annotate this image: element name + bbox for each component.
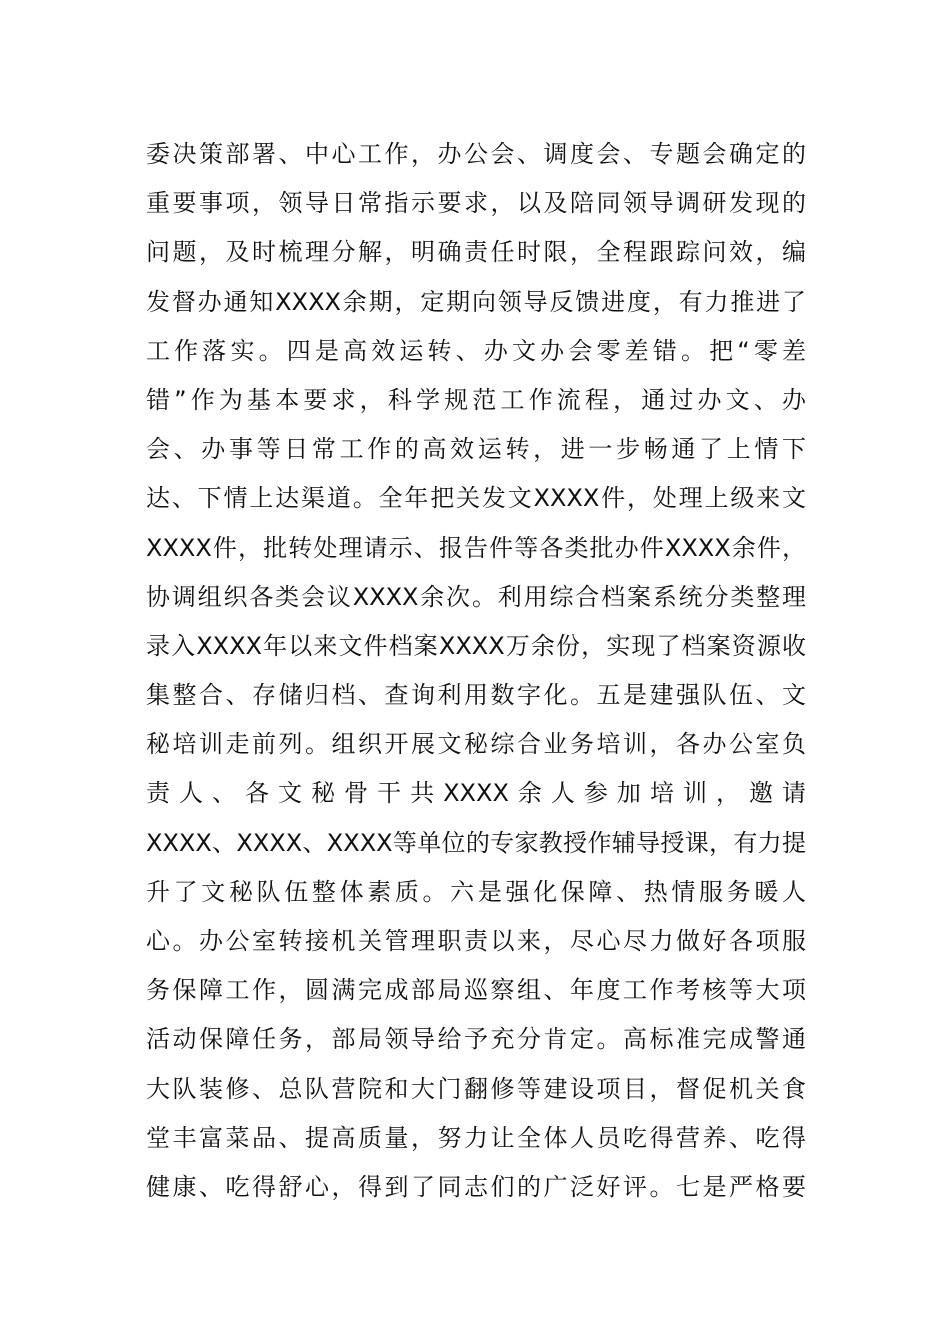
text-line: XXXX、XXXX、XXXX等单位的专家教授作辅导授课，有力提: [146, 828, 806, 857]
body-text: [146, 130, 806, 1212]
text-line: 达、下情上达渠道。全年把关发文XXXX件，处理上级来文: [146, 484, 806, 513]
text-line: 活动保障任务，部局领导给予充分肯定。高标准完成警通: [146, 1025, 806, 1054]
text-line: 发督办通知XXXX余期，定期向领导反馈进度，有力推进了: [146, 287, 806, 316]
text-line: 堂丰富菜品、提高质量，努力让全体人员吃得营养、吃得: [146, 1123, 806, 1152]
text-line: 委决策部署、中心工作，办公会、调度会、专题会确定的: [146, 140, 806, 168]
text-line: 错”作为基本要求，科学规范工作流程，通过办文、办: [146, 385, 806, 414]
text-line: 心。办公室转接机关管理职责以来，尽心尽力做好各项服: [146, 927, 806, 955]
text-line: 秘培训走前列。组织开展文秘综合业务培训，各办公室负: [146, 730, 806, 759]
text-line: 责人、各文秘骨干共XXXX余人参加培训，邀请: [146, 779, 806, 808]
text-line: 务保障工作，圆满完成部局巡察组、年度工作考核等大项: [146, 976, 806, 1005]
text-line: 大队装修、总队营院和大门翻修等建设项目，督促机关食: [146, 1074, 806, 1103]
text-line: 升了文秘队伍整体素质。六是强化保障、热情服务暖人: [146, 877, 806, 906]
text-line: 会、办事等日常工作的高效运转，进一步畅通了上情下: [146, 435, 806, 464]
text-line: 协调组织各类会议XXXX余次。利用综合档案系统分类整理: [146, 582, 806, 611]
text-line: XXXX件，批转处理请示、报告件等各类批办件XXXX余件，: [146, 533, 806, 562]
text-line: 录入XXXX年以来文件档案XXXX万余份，实现了档案资源收: [146, 631, 806, 660]
text-line: 问题，及时梳理分解，明确责任时限，全程跟踪问效，编: [146, 238, 806, 267]
text-line: 集整合、存储归档、查询利用数字化。五是建强队伍、文: [146, 681, 806, 710]
text-line: 工作落实。四是高效运转、办文办会零差错。把“零差: [146, 336, 806, 365]
text-line: 重要事项，领导日常指示要求，以及陪同领导调研发现的: [146, 189, 806, 218]
text-line: 健康、吃得舒心，得到了同志们的广泛好评。七是严格要: [146, 1172, 806, 1201]
